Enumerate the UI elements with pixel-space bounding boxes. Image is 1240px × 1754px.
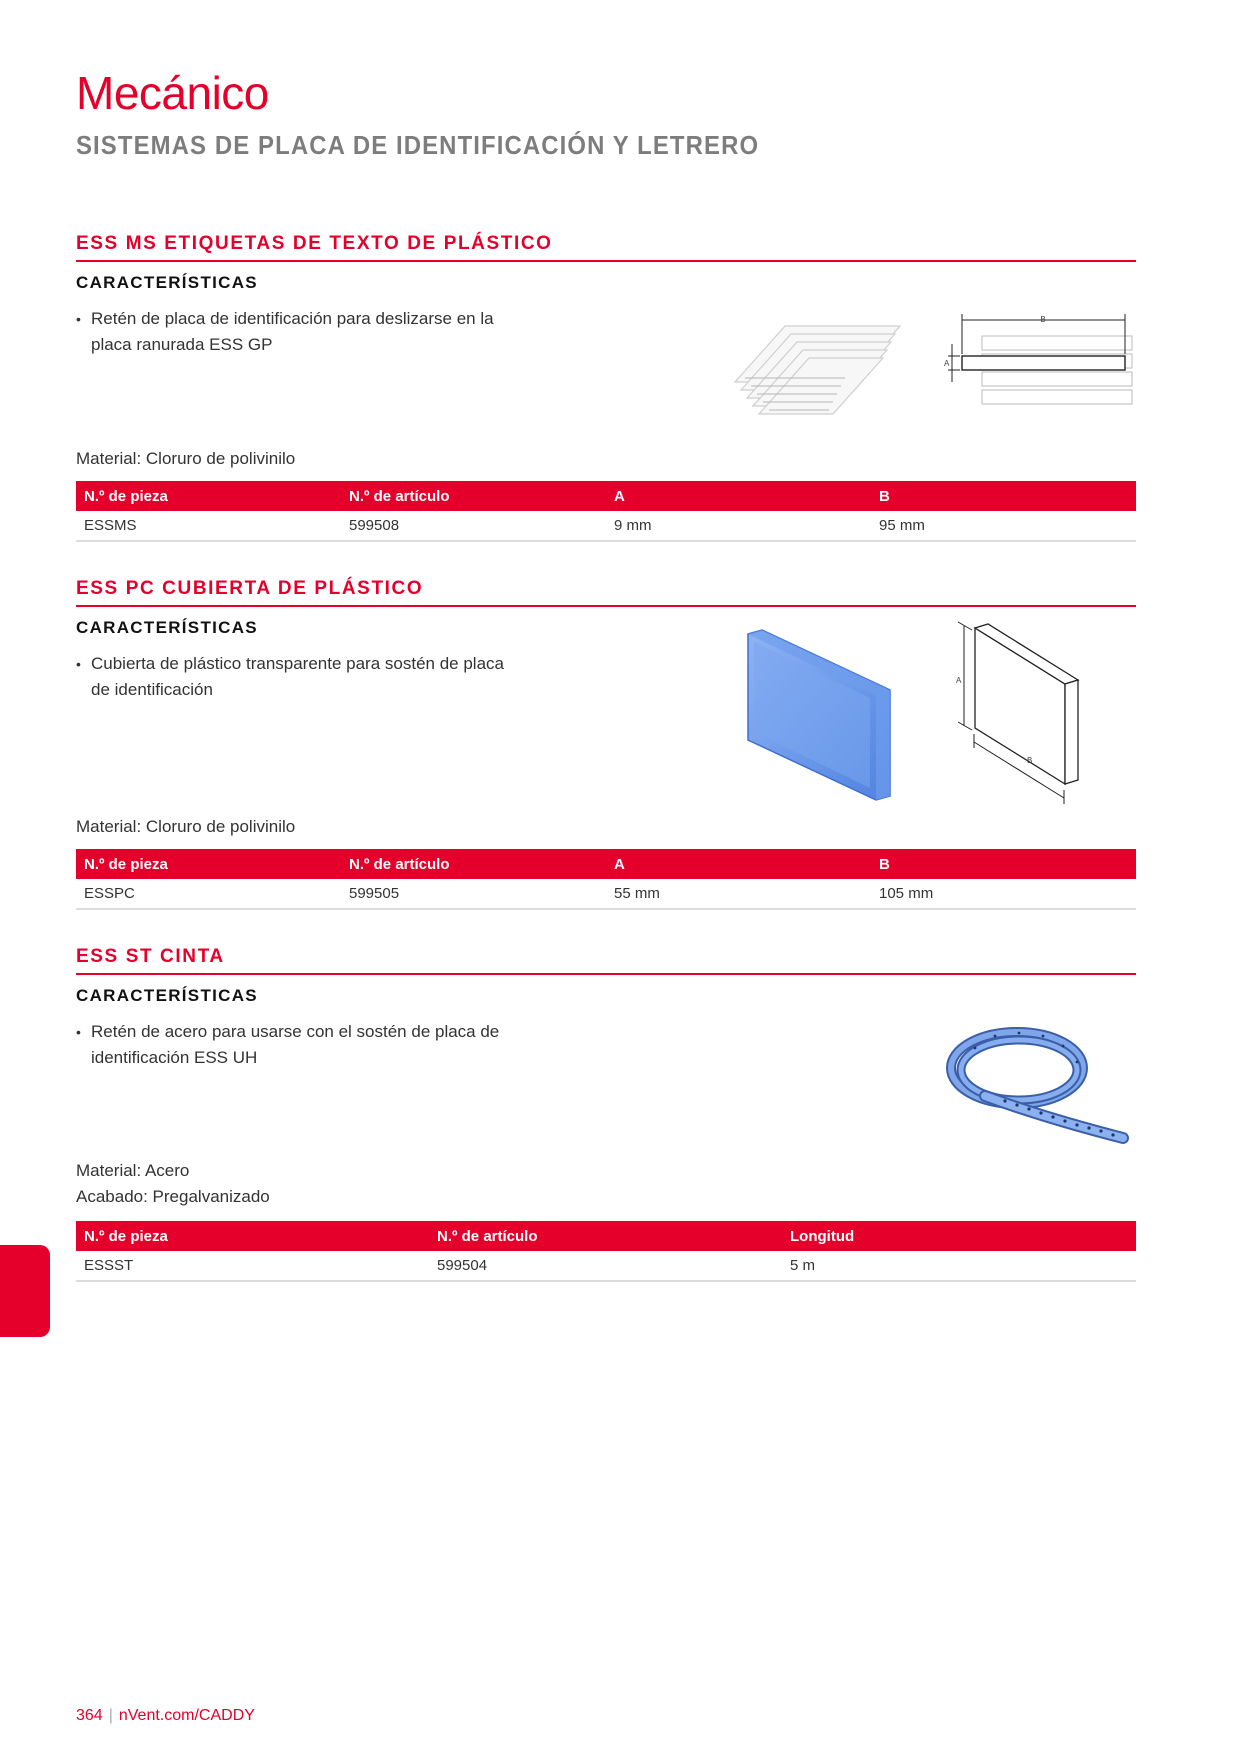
cell-part-number: ESSST [76, 1251, 429, 1281]
cell-b: 95 mm [871, 511, 1136, 541]
footer-url[interactable]: nVent.com/CADDY [118, 1707, 255, 1724]
features-label: CARACTERÍSTICAS [76, 618, 258, 637]
material-text: Material: Acero [76, 1161, 190, 1180]
page-number: 364 [76, 1707, 103, 1724]
section-essms [76, 233, 1136, 293]
cell-part-number: ESSPC [76, 879, 341, 909]
page-footer [76, 1707, 255, 1725]
col-header-a: A [606, 481, 871, 511]
spec-table-essst [76, 1221, 1136, 1282]
product-image-essst [945, 1018, 1130, 1158]
spec-table-essms [76, 481, 1136, 542]
table-header-row [76, 481, 1136, 511]
col-header-length: Longitud [782, 1221, 1136, 1251]
features-label: CARACTERÍSTICAS [76, 986, 258, 1005]
section-heading: ESS ST CINTA [76, 946, 1136, 975]
cell-a: 9 mm [606, 511, 871, 541]
page-title: Mecánico [76, 67, 269, 119]
material-text: Material: Cloruro de polivinilo [76, 449, 296, 468]
table-header-row [76, 849, 1136, 879]
section-heading: ESS PC CUBIERTA DE PLÁSTICO [76, 578, 1136, 607]
section-essst [76, 946, 1136, 1006]
cell-a: 55 mm [606, 879, 871, 909]
col-header-b: B [871, 481, 1136, 511]
table-header-row [76, 1221, 1136, 1251]
cell-article-number: 599504 [429, 1251, 782, 1281]
col-header-part-number: N.º de pieza [76, 849, 341, 879]
col-header-article-number: N.º de artículo [429, 1221, 782, 1251]
cell-part-number: ESSMS [76, 511, 341, 541]
dimension-diagram-essms [940, 308, 1135, 413]
dimension-label-a: A [944, 359, 950, 368]
table-row [76, 511, 1136, 541]
dimension-diagram-esspc [950, 618, 1135, 808]
table-row [76, 1251, 1136, 1281]
page-subtitle: SISTEMAS DE PLACA DE IDENTIFICACIÓN Y LETRERO [76, 130, 760, 160]
cell-article-number: 599505 [341, 879, 606, 909]
cell-article-number: 599508 [341, 511, 606, 541]
dimension-label-a: A [956, 676, 962, 685]
dimension-label-b: B [1027, 756, 1033, 765]
product-image-esspc [740, 628, 900, 803]
col-header-part-number: N.º de pieza [76, 481, 341, 511]
chapter-tab [0, 1245, 50, 1337]
spec-table-esspc [76, 849, 1136, 910]
col-header-article-number: N.º de artículo [341, 849, 606, 879]
footer-separator: | [108, 1707, 113, 1724]
section-heading: ESS MS ETIQUETAS DE TEXTO DE PLÁSTICO [76, 233, 1136, 262]
dimension-label-b: B [1040, 315, 1046, 324]
col-header-part-number: N.º de pieza [76, 1221, 429, 1251]
material-text: Material: Cloruro de polivinilo [76, 817, 296, 836]
table-row [76, 879, 1136, 909]
cell-length: 5 m [782, 1251, 1136, 1281]
features-label: CARACTERÍSTICAS [76, 273, 258, 292]
feature-bullet: • Retén de acero para usarse con el sostén de placa de identificación ESS UH [76, 1019, 516, 1071]
feature-bullet: • Cubierta de plástico transparente para sostén de placa de identificación [76, 651, 516, 703]
feature-bullet: • Retén de placa de identificación para deslizarse en la placa ranurada ESS GP [76, 306, 516, 358]
col-header-a: A [606, 849, 871, 879]
product-image-essms [725, 318, 905, 430]
col-header-article-number: N.º de artículo [341, 481, 606, 511]
col-header-b: B [871, 849, 1136, 879]
finish-text: Acabado: Pregalvanizado [76, 1187, 270, 1206]
cell-b: 105 mm [871, 879, 1136, 909]
